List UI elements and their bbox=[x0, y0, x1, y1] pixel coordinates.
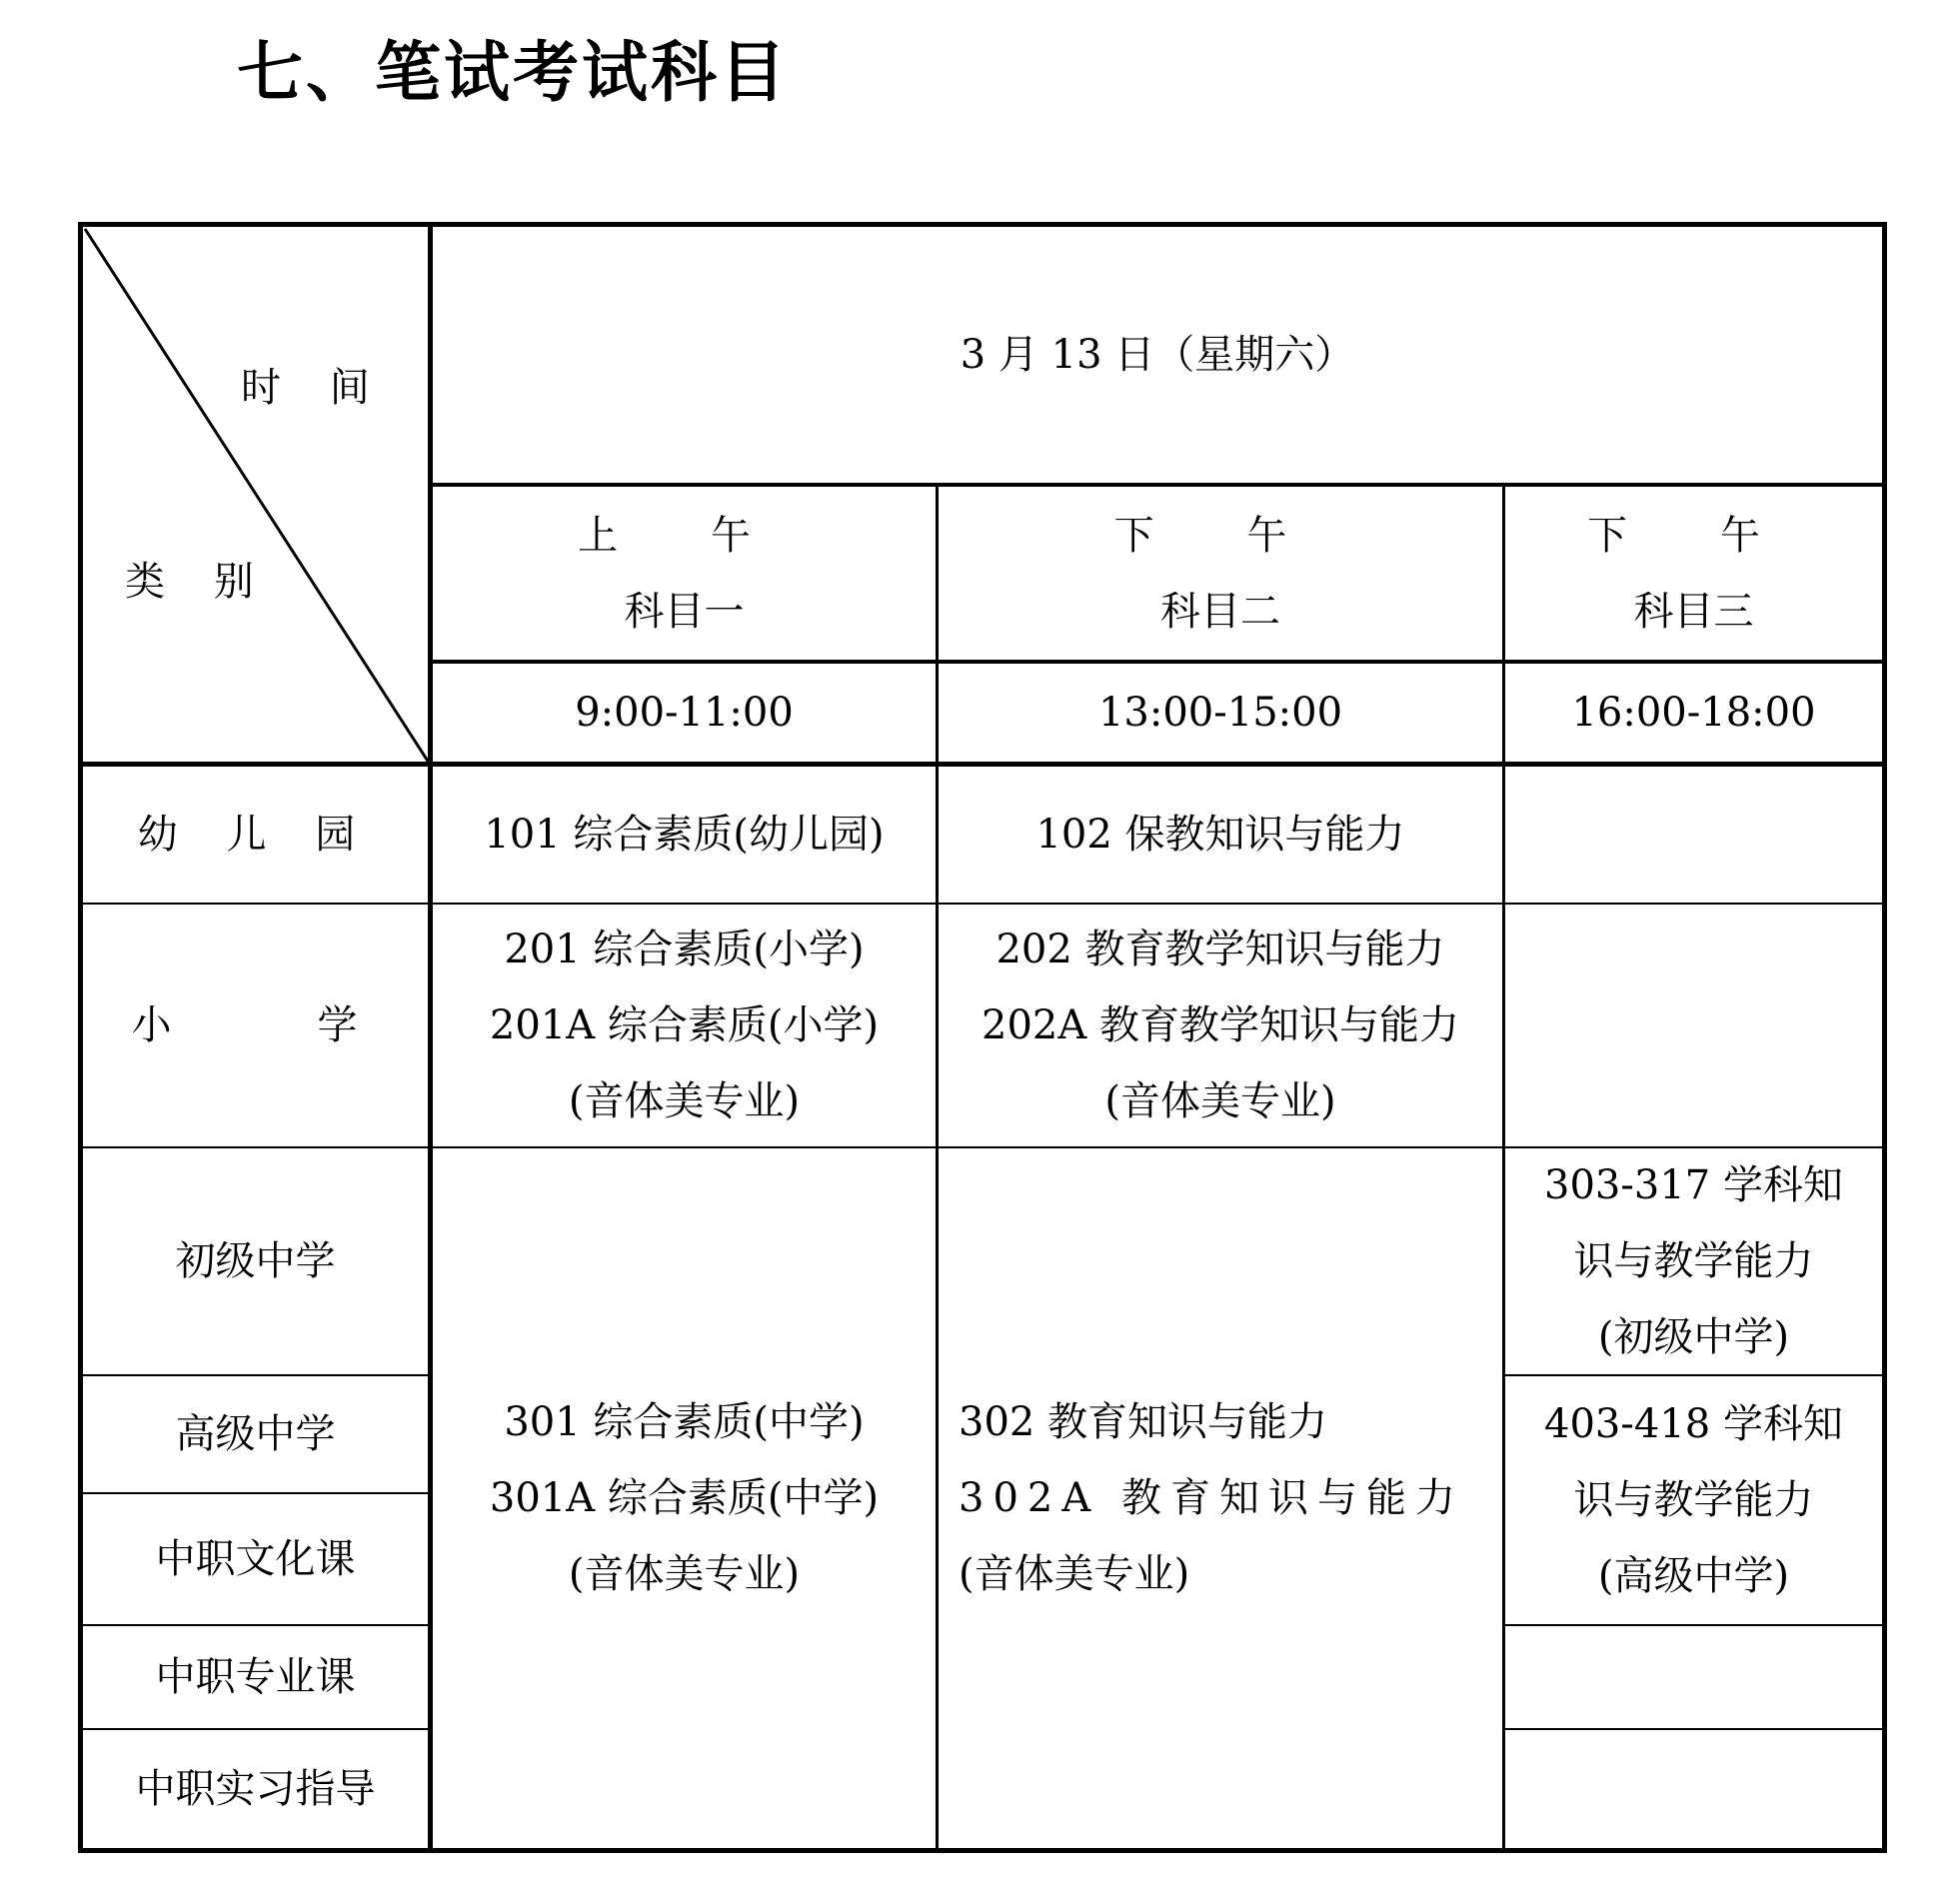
kg-subject-2: 102 保教知识与能力 bbox=[1035, 812, 1405, 858]
row-divider-vmajor-right bbox=[1503, 1728, 1882, 1730]
middle-s2-line-1: 302 教育知识与能力 bbox=[959, 1399, 1328, 1445]
middle-s2-line-2: 302A 教育知识与能力 bbox=[959, 1475, 1464, 1521]
middle-subject-2 bbox=[939, 1148, 1502, 1848]
category-kindergarten: 幼 儿 园 bbox=[137, 812, 374, 858]
session-2-subject: 科目二 bbox=[1160, 588, 1280, 635]
row-divider-vculture-right bbox=[1503, 1624, 1882, 1626]
category-vocational-practice: 中职实习指导 bbox=[135, 1766, 376, 1812]
session-1-header bbox=[433, 487, 936, 660]
session-1-subject: 科目一 bbox=[624, 588, 745, 635]
session-3-time: 16:00-18:00 bbox=[1571, 690, 1816, 736]
primary-s1-line-2: 201A 综合素质(小学) bbox=[489, 1002, 880, 1048]
session-3-period: 下 午 bbox=[1587, 512, 1800, 559]
middle-s1-line-1: 301 综合素质(中学) bbox=[504, 1399, 865, 1445]
category-vocational-major: 中职专业课 bbox=[155, 1654, 356, 1700]
junior-subject-3 bbox=[1505, 1148, 1882, 1374]
session-2-period: 下 午 bbox=[1113, 512, 1327, 559]
corner-category-label: 类 别 bbox=[125, 559, 272, 605]
senior-s3-line-2: 识与教学能力 bbox=[1573, 1477, 1814, 1523]
corner-diagonal bbox=[83, 227, 433, 767]
senior-subject-3 bbox=[1505, 1376, 1882, 1624]
primary-s2-line-2: 202A 教育教学知识与能力 bbox=[981, 1002, 1459, 1048]
kg-subject-1: 101 综合素质(幼儿园) bbox=[484, 812, 885, 858]
date-header: 3 月 13 日（星期六） bbox=[960, 332, 1355, 378]
category-senior: 高级中学 bbox=[175, 1411, 336, 1457]
exam-schedule-table bbox=[78, 222, 1887, 1853]
senior-s3-line-3: (高级中学) bbox=[1597, 1553, 1790, 1599]
session-1-period: 上 午 bbox=[578, 512, 791, 559]
senior-s3-line-1: 403-418 学科知 bbox=[1544, 1401, 1843, 1447]
session-1-time: 9:00-11:00 bbox=[575, 690, 794, 736]
middle-subject-1 bbox=[433, 1148, 936, 1848]
session-3-header bbox=[1505, 487, 1882, 660]
junior-s3-line-2: 识与教学能力 bbox=[1573, 1238, 1814, 1284]
category-junior: 初级中学 bbox=[175, 1238, 336, 1284]
primary-subject-1 bbox=[433, 905, 936, 1146]
primary-s1-line-1: 201 综合素质(小学) bbox=[504, 927, 865, 972]
primary-subject-2 bbox=[939, 905, 1502, 1146]
middle-s1-line-2: 301A 综合素质(中学) bbox=[489, 1475, 880, 1521]
junior-s3-line-1: 303-317 学科知 bbox=[1544, 1162, 1843, 1208]
corner-time-label: 时 间 bbox=[241, 365, 388, 411]
page-title: 七、笔试考试科目 bbox=[237, 34, 789, 111]
primary-s1-line-3: (音体美专业) bbox=[568, 1078, 801, 1124]
primary-s2-line-1: 202 教育教学知识与能力 bbox=[995, 927, 1445, 972]
category-vocational-culture: 中职文化课 bbox=[155, 1536, 356, 1582]
category-primary: 小 学 bbox=[131, 1002, 380, 1048]
session-3-subject: 科目三 bbox=[1633, 588, 1754, 635]
session-2-time: 13:00-15:00 bbox=[1097, 690, 1343, 736]
junior-s3-line-3: (初级中学) bbox=[1597, 1314, 1790, 1360]
session-2-header bbox=[939, 487, 1502, 660]
primary-s2-line-3: (音体美专业) bbox=[1104, 1078, 1336, 1124]
middle-s1-line-3: (音体美专业) bbox=[568, 1551, 801, 1597]
middle-s2-line-3: (音体美专业) bbox=[959, 1551, 1190, 1597]
